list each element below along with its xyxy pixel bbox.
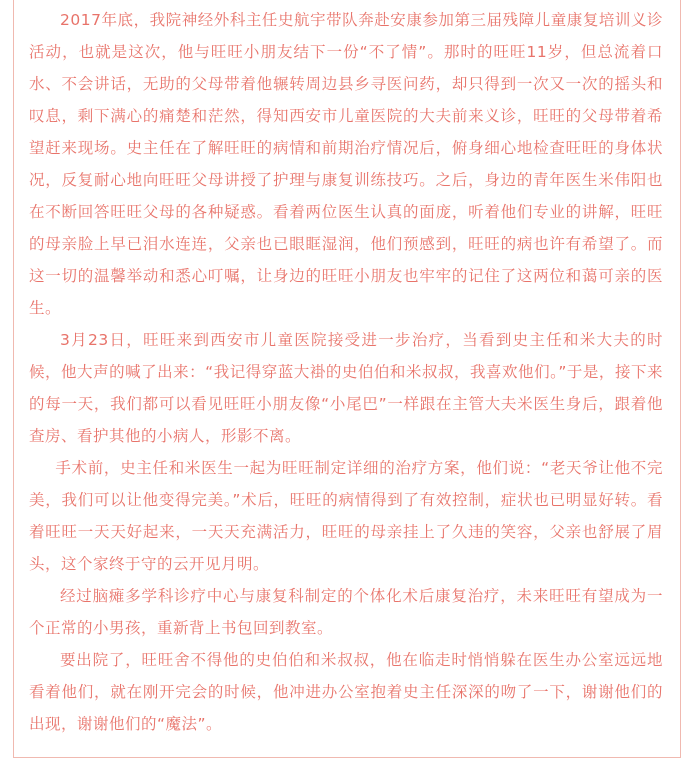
article-paragraph: 经过脑瘫多学科诊疗中心与康复科制定的个体化术后康复治疗，未来旺旺有望成为一个正常的小男孩，重新背上书包回到教室。 <box>29 587 663 637</box>
article-paragraph: 手术前，史主任和米医生一起为旺旺制定详细的治疗方案，他们说：“老天爷让他不完美，我们可以让他变得完美。”术后，旺旺的病情得到了有效控制，症状也已明显好转。看着旺旺一天天好起来，一天天充满活力，旺旺的母亲挂上了久违的笑容，父亲也舒展了眉头，这个家终于守的云开见月明。 <box>29 459 663 573</box>
article-paragraph: 2017年底，我院神经外科主任史航宇带队奔赴安康参加第三届残障儿童康复培训义诊活动，也就是这次，他与旺旺小朋友结下一份“不了情”。那时的旺旺11岁，但总流着口水、不会讲话，无助的父母带着他辗转周边县乡寻医问药，却只得到一次又一次的摇头和叹息，剩下满心的痛楚和茫然，得知西安市儿童医院的大夫前来义诊，旺旺的父母带着希望赶来现场。史主任在了解旺旺的病情和前期治疗情况后，俯身细心地检查旺旺的身体状况，反复耐心地向旺旺父母讲授了护理与康复训练技巧。之后，身边的青年医生米伟阳也在不断回答旺旺父母的各种疑惑。看着两位医生认真的面庞，听着他们专业的讲解，旺旺的母亲脸上早已泪水连连，父亲也已眼眶湿润，他们预感到，旺旺的病也许有希望了。而这一切的温馨举动和悉心叮嘱，让身边的旺旺小朋友也牢牢的记住了这两位和蔼可亲的医生。 <box>29 11 663 317</box>
article-paragraph: 3月23日，旺旺来到西安市儿童医院接受进一步治疗，当看到史主任和米大夫的时候，他大声的喊了出来：“我记得穿蓝大褂的史伯伯和米叔叔，我喜欢他们。”于是，接下来的每一天，我们都可以看见旺旺小朋友像“小尾巴”一样跟在主管大夫米医生身后，跟着他查房、看护其他的小病人，形影不离。 <box>29 331 663 445</box>
article-body <box>29 4 663 740</box>
article-paragraph: 要出院了，旺旺舍不得他的史伯伯和米叔叔，他在临走时悄悄躲在医生办公室远远地看着他们，就在刚开完会的时候，他冲进办公室抱着史主任深深的吻了一下，谢谢他们的出现，谢谢他们的“魔法”。 <box>29 651 663 733</box>
